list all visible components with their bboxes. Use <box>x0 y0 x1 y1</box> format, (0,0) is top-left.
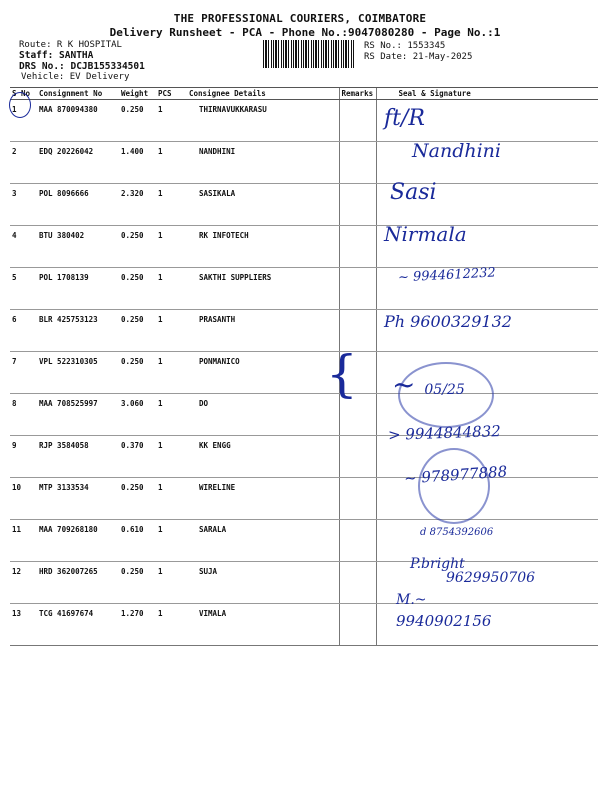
staff-label: Staff: SANTHA <box>19 50 94 61</box>
cell-consignee: PRASANTH <box>187 310 339 352</box>
cell-remarks <box>339 562 376 604</box>
cell-pcs: 1 <box>156 436 187 478</box>
table-row <box>10 352 598 394</box>
vehicle-label: Vehicle: EV Delivery <box>21 72 130 82</box>
cell-weight: 0.250 <box>119 100 156 142</box>
cell-consignee: DO <box>187 394 339 436</box>
runsheet-subtitle: Delivery Runsheet - PCA - Phone No.:9047080280 - Page No.:1 <box>109 26 501 39</box>
cell-sno: 6 <box>10 310 37 352</box>
cell-weight: 3.060 <box>119 394 156 436</box>
cell-remarks <box>339 142 376 184</box>
cell-consignee: RK INFOTECH <box>187 226 339 268</box>
cell-weight: 0.370 <box>119 436 156 478</box>
cell-remarks <box>339 604 376 646</box>
cell-weight: 0.250 <box>119 478 156 520</box>
col-weight: Weight <box>119 88 156 100</box>
cell-consignee: SUJA <box>187 562 339 604</box>
signature-5-phone: ~ 9944612232 <box>397 265 497 286</box>
col-pcs: PCS <box>156 88 187 100</box>
cell-remarks <box>339 478 376 520</box>
table-row <box>10 604 598 646</box>
table-row <box>10 100 598 142</box>
signature-6-phone: Ph 9600329132 <box>384 312 512 331</box>
rs-number: RS No.: 1553345 <box>364 41 446 51</box>
cell-remarks <box>339 520 376 562</box>
cell-sno: 7 <box>10 352 37 394</box>
signature-13-phone: 9940902156 <box>396 612 492 630</box>
cell-sno: 3 <box>10 184 37 226</box>
cell-consignment: RJP 3584058 <box>37 436 119 478</box>
cell-sno: 4 <box>10 226 37 268</box>
table-row <box>10 478 598 520</box>
cell-consignment: POL 8096666 <box>37 184 119 226</box>
cell-sno: 2 <box>10 142 37 184</box>
table-row <box>10 226 598 268</box>
cell-pcs: 1 <box>156 394 187 436</box>
cell-consignment: POL 1708139 <box>37 268 119 310</box>
cell-pcs: 1 <box>156 478 187 520</box>
cell-consignee: SAKTHI SUPPLIERS <box>187 268 339 310</box>
signature-11-phone: d 8754392606 <box>420 527 494 538</box>
barcode <box>263 40 355 68</box>
cell-pcs: 1 <box>156 562 187 604</box>
cell-consignment: EDQ 20226042 <box>37 142 119 184</box>
table-row <box>10 436 598 478</box>
cell-weight: 0.250 <box>119 268 156 310</box>
table-row <box>10 394 598 436</box>
cell-sno: 1 <box>10 100 37 142</box>
cell-consignment: MAA 870094380 <box>37 100 119 142</box>
table-row <box>10 142 598 184</box>
cell-consignee: SASIKALA <box>187 184 339 226</box>
col-consignment: Consignment No <box>37 88 119 100</box>
cell-consignment: BTU 380402 <box>37 226 119 268</box>
cell-pcs: 1 <box>156 604 187 646</box>
cell-consignee: THIRNAVUKKARASU <box>187 100 339 142</box>
signature-10-phone: ~ 978977888 <box>403 462 508 488</box>
phone-text: 9944844832 <box>405 422 502 444</box>
cell-pcs: 1 <box>156 352 187 394</box>
phone-text: 9944612232 <box>412 265 497 285</box>
signature-3: Sasi <box>390 180 437 205</box>
cell-pcs: 1 <box>156 310 187 352</box>
signature-2: Nandhini <box>412 140 501 162</box>
signature-4: Nirmala <box>384 222 467 246</box>
date-text: 05/25 <box>424 382 465 398</box>
cell-sno: 10 <box>10 478 37 520</box>
cell-consignee: KK ENGG <box>187 436 339 478</box>
cell-pcs: 1 <box>156 142 187 184</box>
runsheet-table <box>10 87 598 646</box>
signature-13-mark: M.~ <box>396 592 427 608</box>
rs-date: RS Date: 21-May-2025 <box>364 52 473 62</box>
handwritten-circle-mark <box>9 92 31 118</box>
cell-weight: 1.270 <box>119 604 156 646</box>
signature-9-phone: > 9944844832 <box>387 422 502 444</box>
cell-consignment: MAA 708525997 <box>37 394 119 436</box>
cell-sno: 12 <box>10 562 37 604</box>
cell-weight: 0.250 <box>119 352 156 394</box>
cell-weight: 0.250 <box>119 562 156 604</box>
cell-consignment: MAA 709268180 <box>37 520 119 562</box>
route-label: Route: R K HOSPITAL <box>19 40 122 50</box>
table-row <box>10 520 598 562</box>
signature-12-name: P.bright <box>410 556 465 572</box>
cell-consignment: VPL 522310305 <box>37 352 119 394</box>
company-stamp-2 <box>418 448 490 524</box>
cell-weight: 0.610 <box>119 520 156 562</box>
cell-consignee: VIMALA <box>187 604 339 646</box>
phone-text: 8754392606 <box>429 527 494 538</box>
cell-weight: 1.400 <box>119 142 156 184</box>
cell-sno: 8 <box>10 394 37 436</box>
cell-remarks <box>339 184 376 226</box>
signature-1: ft/R <box>384 106 425 131</box>
cell-sno: 11 <box>10 520 37 562</box>
cell-consignment: HRD 362007265 <box>37 562 119 604</box>
cell-consignee: WIRELINE <box>187 478 339 520</box>
phone-text: 978977888 <box>420 462 508 487</box>
cell-remarks <box>339 436 376 478</box>
col-sno: S No <box>10 88 37 100</box>
cell-remarks <box>339 268 376 310</box>
signature-7: ~ 05/25 <box>392 368 465 401</box>
cell-remarks <box>339 100 376 142</box>
cell-weight: 0.250 <box>119 226 156 268</box>
col-remarks: Remarks <box>339 88 376 100</box>
cell-pcs: 1 <box>156 268 187 310</box>
cell-consignment: BLR 425753123 <box>37 310 119 352</box>
table-row <box>10 268 598 310</box>
cell-weight: 2.320 <box>119 184 156 226</box>
cell-pcs: 1 <box>156 226 187 268</box>
cell-remarks <box>339 226 376 268</box>
cell-weight: 0.250 <box>119 310 156 352</box>
signature-12-phone: 9629950706 <box>446 570 536 586</box>
cell-consignee: NANDHINI <box>187 142 339 184</box>
cell-sno: 9 <box>10 436 37 478</box>
cell-sno: 13 <box>10 604 37 646</box>
phone-text: 9600329132 <box>410 312 512 331</box>
table-header-row <box>10 88 598 100</box>
cell-consignment: MTP 3133534 <box>37 478 119 520</box>
col-seal: Seal & Signature <box>376 88 598 100</box>
cell-consignee: SARALA <box>187 520 339 562</box>
col-consignee: Consignee Details <box>187 88 339 100</box>
table-row <box>10 184 598 226</box>
cell-pcs: 1 <box>156 184 187 226</box>
cell-consignment: TCG 41697674 <box>37 604 119 646</box>
drs-number: DRS No.: DCJB155334501 <box>19 61 145 72</box>
company-title: THE PROFESSIONAL COURIERS, COIMBATORE <box>173 12 427 25</box>
handwritten-brace: { <box>326 345 358 403</box>
cell-consignee: PONMANICO <box>187 352 339 394</box>
cell-pcs: 1 <box>156 520 187 562</box>
cell-sno: 5 <box>10 268 37 310</box>
cell-pcs: 1 <box>156 100 187 142</box>
